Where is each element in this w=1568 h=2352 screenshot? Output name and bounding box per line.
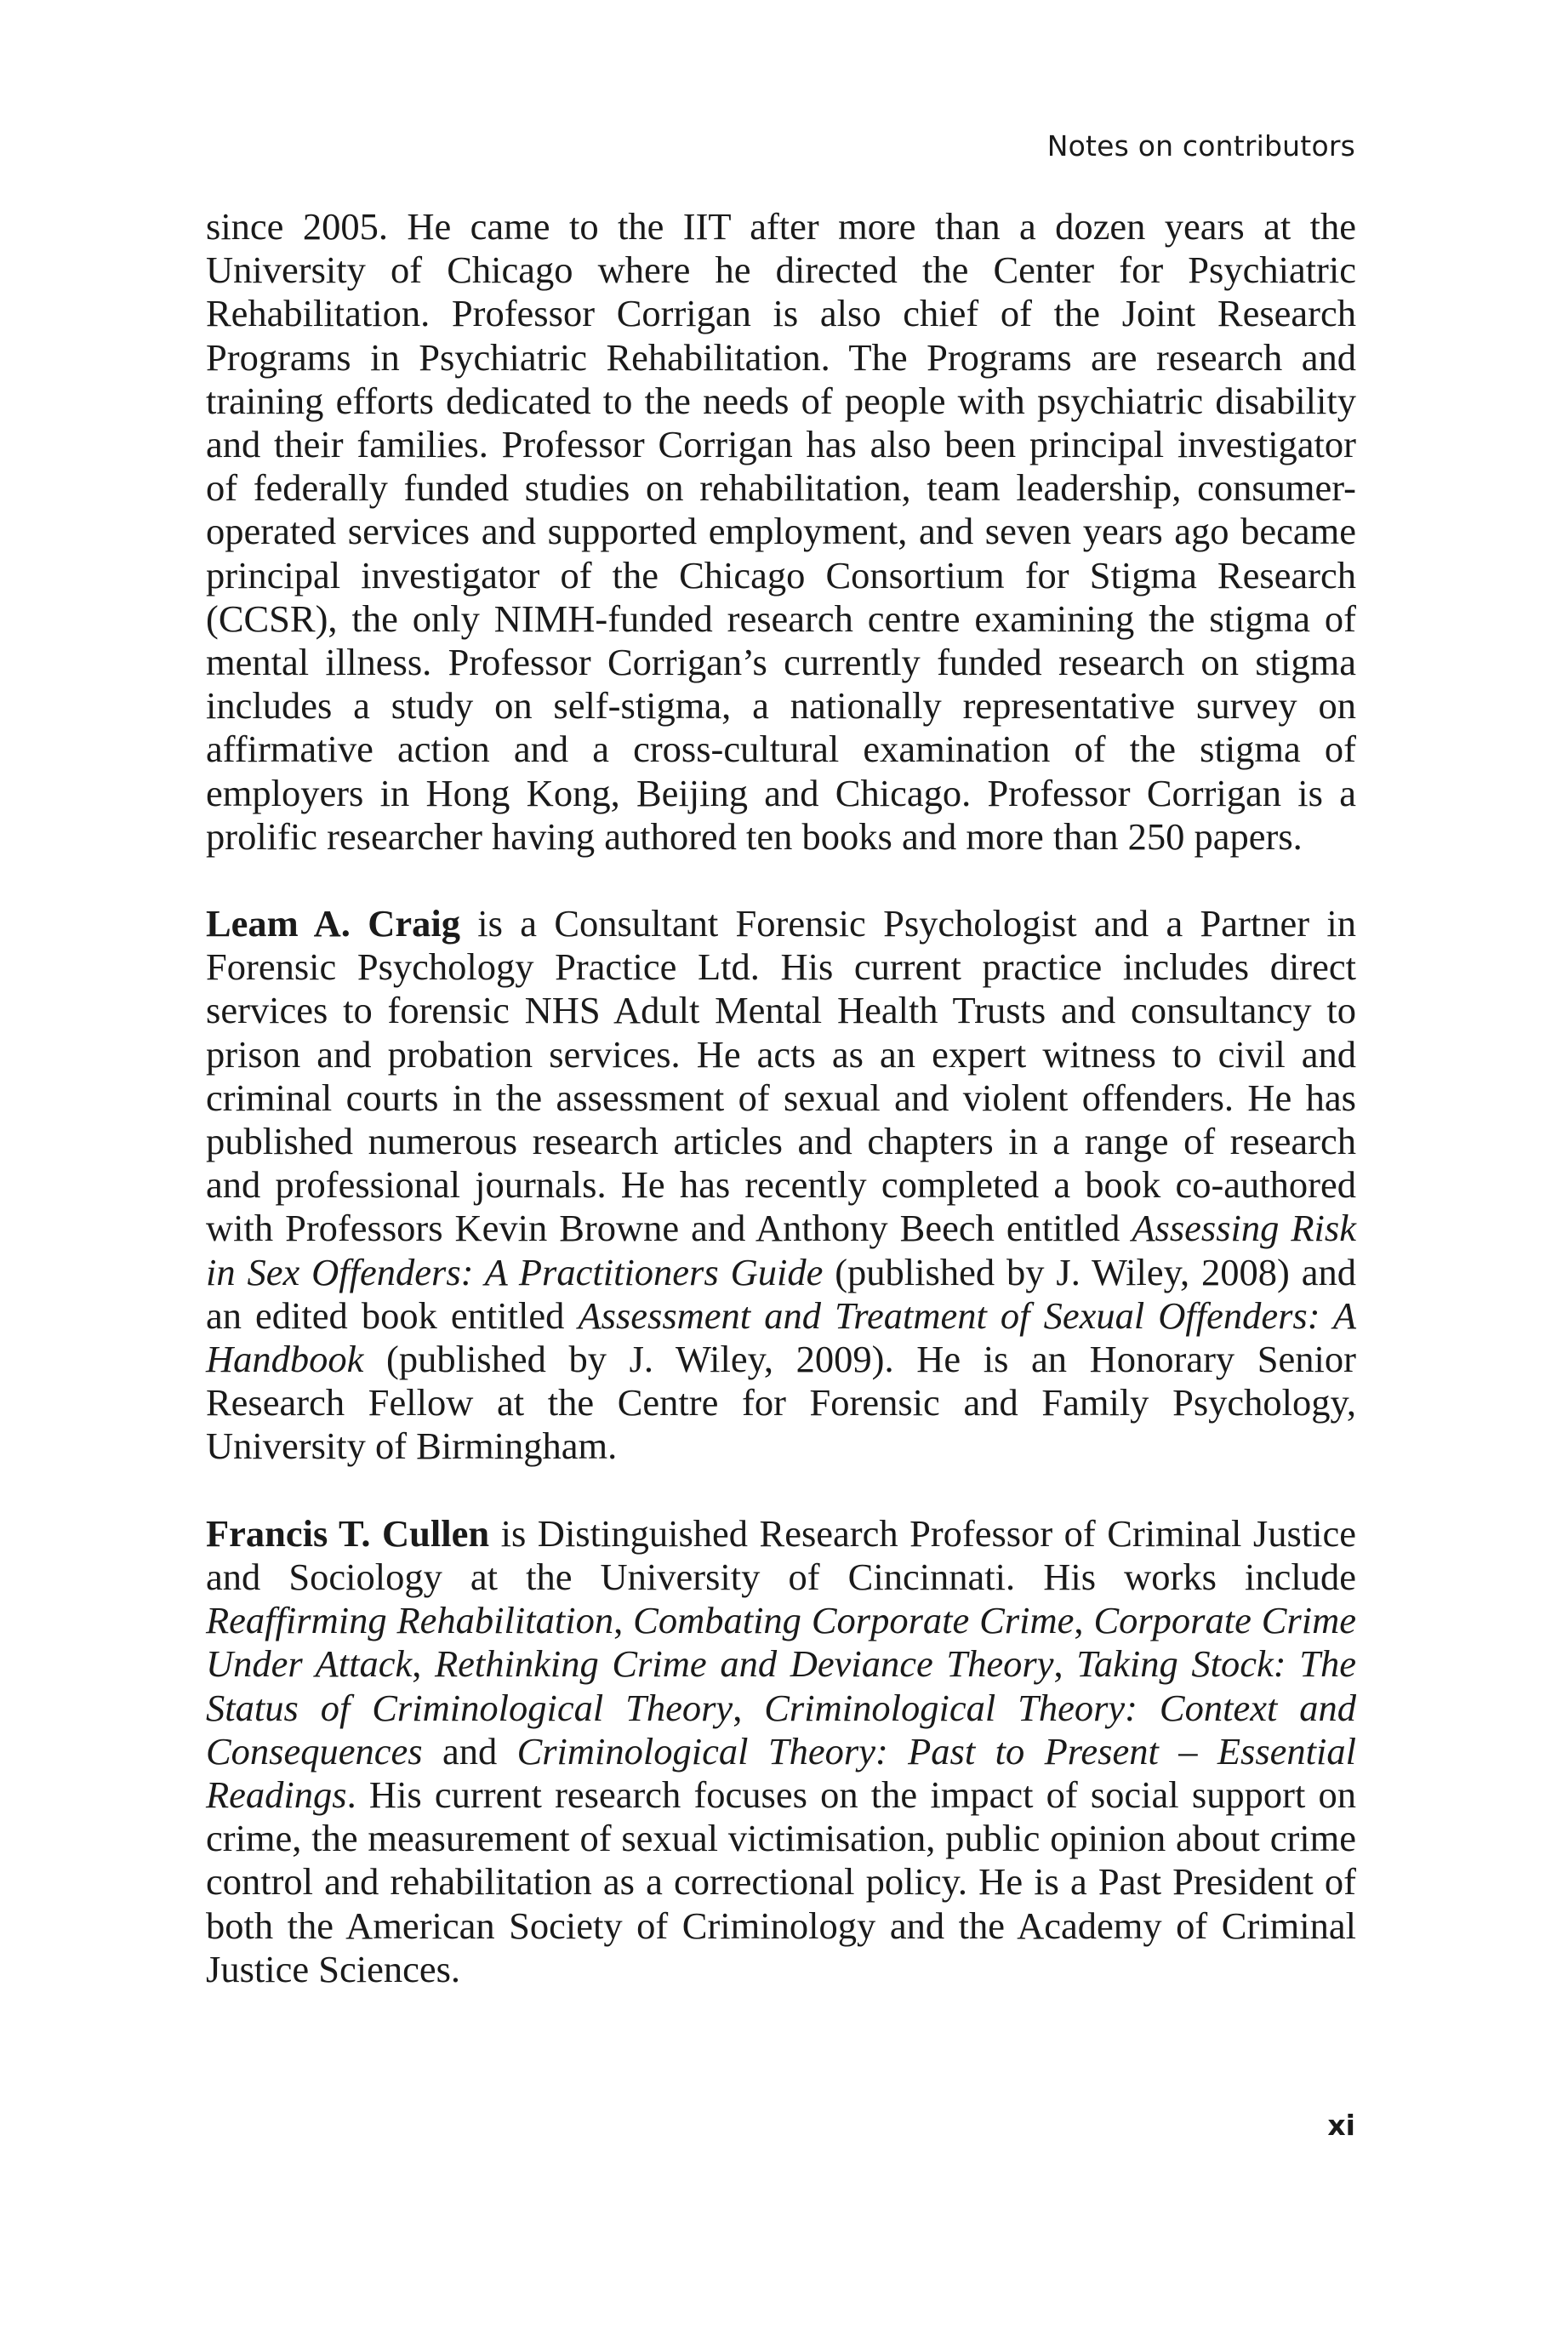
book-title: Reaffirming Rehabilitation bbox=[206, 1599, 614, 1642]
paragraph-corrigan bbox=[206, 205, 1356, 859]
book-title: Criminological Theory: Past to Present – Essential Readings bbox=[206, 1729, 1356, 1816]
main-text bbox=[206, 205, 1356, 2035]
separator: , bbox=[1074, 1599, 1094, 1642]
paragraph-text: (published by J. Wiley, 2008) and an edited book entitled bbox=[206, 1250, 1356, 1337]
contributor-name: Francis T. Cullen bbox=[206, 1511, 490, 1555]
paragraph-text: is a Consultant Forensic Psychologist and a Partner in Forensic Psychology Practice Ltd. His current practice includes direct services to forensic NHS Adult Mental Health Trusts and consultancy to prison and probation services. He acts as an expert witness to civil and criminal courts in the assessment of sexual and violent offenders. He has published numerous research articles and chapters in a range of research and professional journals. He has recently completed a book co-authored with Professors Kevin Browne and Anthony Beech entitled bbox=[206, 902, 1357, 1250]
paragraph-cullen bbox=[206, 1512, 1356, 1991]
running-head: Notes on contributors bbox=[1046, 129, 1355, 163]
paragraph-text: since 2005. He came to the IIT after more than a dozen years at the University of Chicago where he directed the Center for Psychiatric Rehabilitation. Professor Corrigan is also chief of the Joint Research Programs in Psychiatric Rehabilitation. The Programs are research and training efforts dedicated to the needs of people with psychiatric disability and their families. Professor Corrigan has also been principal investigator of federally funded studies on rehabilitation, team leadership, consumer-operated services and supported employment, and seven years ago became principal investigator of the Chicago Consortium for Stigma Research (CCSR), the only NIMH-funded research centre examining the stigma of mental illness. Professor Corrigan’s currently funded research on stigma includes a study on self-stigma, a nationally representative survey on affirmative action and a cross-cultural examination of the stigma of employers in Hong Kong, Beijing and Chicago. Professor Corrigan is a prolific researcher having authored ten books and more than 250 papers. bbox=[206, 205, 1356, 858]
paragraph-text: (published by J. Wiley, 2009). He is an Honorary Senior Research Fellow at the Centre for Forensic and Family Psychology, University of Birmingham. bbox=[206, 1338, 1356, 1468]
book-title: Taking Stock: The Status of Criminological Theory bbox=[206, 1642, 1356, 1729]
book-title: Combating Corporate Crime bbox=[633, 1599, 1075, 1642]
separator: , bbox=[613, 1599, 634, 1642]
separator: and bbox=[422, 1729, 517, 1773]
page-number: xi bbox=[1327, 2109, 1355, 2142]
contributor-name: Leam A. Craig bbox=[206, 902, 460, 945]
book-title: Corporate Crime Under Attack bbox=[206, 1599, 1357, 1686]
book-title: Criminological Theory: Context and Consequences bbox=[206, 1686, 1356, 1773]
separator: , bbox=[1053, 1642, 1077, 1686]
separator: , bbox=[412, 1642, 435, 1686]
paragraph-craig bbox=[206, 902, 1356, 1469]
book-title: Assessment and Treatment of Sexual Offenders: A Handbook bbox=[206, 1293, 1357, 1381]
separator: , bbox=[733, 1686, 765, 1729]
book-title: Assessing Risk in Sex Offenders: A Practitioners Guide bbox=[206, 1207, 1356, 1293]
book-title: Rethinking Crime and Deviance Theory bbox=[435, 1642, 1054, 1686]
paragraph-text: . His current research focuses on the impact of social support on crime, the measurement of sexual victimisation, public opinion about crime control and rehabilitation as a correctional policy. He is a Past President of both the American Society of Criminology and the Academy of Criminal Justice Sciences. bbox=[206, 1773, 1356, 1990]
paragraph-text: is Distinguished Research Professor of Criminal Justice and Sociology at the University of Cincinnati. His works include bbox=[206, 1511, 1356, 1598]
